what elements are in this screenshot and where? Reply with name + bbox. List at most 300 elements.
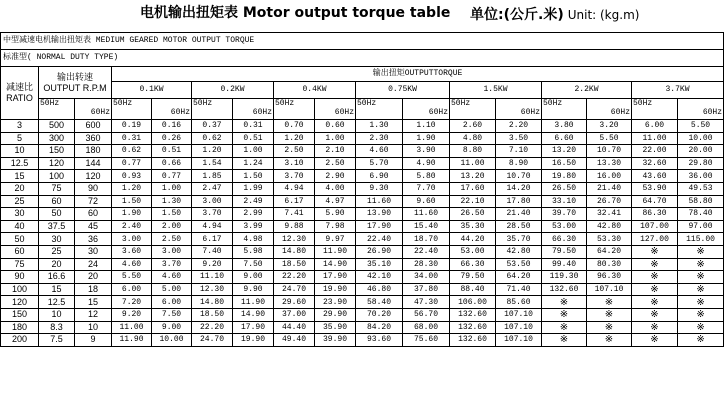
hz60-text: 60Hz [334,108,354,117]
torque-cell: 1.24 [233,157,274,170]
torque-cell: ※ [678,245,724,258]
torque-cell: 13.30 [587,157,632,170]
torque-cell: 5.80 [403,170,450,183]
table-row [1,195,724,208]
motor-type-row: 中型减速电机输出扭矩表 MEDIUM GEARED MOTOR OUTPUT TORQUE [1,33,724,50]
torque-cell: 11.90 [112,334,152,347]
torque-cell: 29.90 [315,308,356,321]
speed-cell: 25 [39,245,75,258]
torque-cell: 28.30 [403,258,450,271]
power-header: 1.5KW [450,82,542,99]
torque-cell: 17.90 [315,271,356,284]
torque-cell: 15.40 [403,220,450,233]
torque-cell: 49.53 [678,182,724,195]
table-row [1,283,724,296]
torque-cell: 2.50 [274,145,315,158]
torque-cell: 6.17 [192,233,233,246]
speed-cell: 300 [39,132,75,145]
speed-cell: 16.6 [39,271,75,284]
table-row [1,120,724,133]
torque-cell: 0.62 [112,145,152,158]
torque-cell: 3.70 [274,170,315,183]
torque-cell: 119.30 [542,271,587,284]
torque-cell: 7.50 [233,258,274,271]
torque-cell: 19.90 [233,334,274,347]
hz60-label [75,99,112,120]
speed-cell: 15 [75,296,112,309]
speed-cell: 10 [75,321,112,334]
torque-cell: ※ [632,271,678,284]
torque-cell: 6.00 [152,296,192,309]
torque-cell: ※ [632,334,678,347]
torque-cell: 2.20 [496,120,542,133]
torque-cell: 26.90 [356,245,403,258]
torque-cell: 0.31 [112,132,152,145]
torque-cell: 132.60 [450,321,496,334]
hz60-text: 60Hz [252,108,272,117]
torque-cell: 35.70 [496,233,542,246]
torque-cell: 17.90 [356,220,403,233]
torque-cell: 11.60 [356,195,403,208]
torque-cell: 3.00 [112,233,152,246]
torque-cell: 3.10 [274,157,315,170]
torque-cell: 8.80 [450,145,496,158]
torque-cell: 64.70 [632,195,678,208]
torque-cell: 22.20 [274,271,315,284]
torque-cell: 10.70 [496,170,542,183]
torque-cell: 4.60 [356,145,403,158]
speed-cell: 120 [75,170,112,183]
torque-cell: ※ [587,308,632,321]
speed-cell: 12 [75,308,112,321]
torque-cell: ※ [678,334,724,347]
torque-cell: 33.10 [542,195,587,208]
hz50-label [39,99,75,120]
torque-cell: 9.20 [192,258,233,271]
torque-cell: 2.90 [315,170,356,183]
speed-cell: 120 [39,157,75,170]
hz50-text: 50Hz [357,99,377,108]
torque-cell: 97.00 [678,220,724,233]
torque-cell: 85.60 [496,296,542,309]
torque-cell: 18.50 [192,308,233,321]
torque-cell: 1.00 [315,132,356,145]
torque-cell: 26.70 [587,195,632,208]
torque-cell: 1.50 [152,208,192,221]
ratio-cell: 3 [1,120,39,133]
torque-cell: 4.94 [192,220,233,233]
speed-cell: 12.5 [39,296,75,309]
torque-cell: 0.51 [152,145,192,158]
torque-cell: 12.30 [192,283,233,296]
hz50-label [274,99,315,120]
torque-cell: 70.20 [356,308,403,321]
speed-cell: 45 [75,220,112,233]
speed-cell: 20 [39,258,75,271]
hz50-text: 50Hz [275,99,295,108]
torque-cell: 10.70 [587,145,632,158]
torque-cell: 11.00 [632,132,678,145]
torque-cell: 9.30 [356,182,403,195]
torque-cell: 53.50 [496,258,542,271]
ratio-cell: 25 [1,195,39,208]
torque-cell: 21.40 [587,182,632,195]
torque-cell: 2.99 [233,208,274,221]
torque-cell: 9.00 [152,321,192,334]
ratio-cell: 5 [1,132,39,145]
speed-cell: 30 [39,233,75,246]
torque-cell: 64.20 [587,245,632,258]
power-header: 0.75KW [356,82,450,99]
ratio-header: 减速比 RATIO [1,67,39,120]
hz60-text: 60Hz [428,108,448,117]
torque-cell: 0.16 [152,120,192,133]
speed-cell: 24 [75,258,112,271]
power-header: 2.2KW [542,82,632,99]
torque-cell: 1.90 [112,208,152,221]
hz50-label [542,99,587,120]
torque-cell: 3.60 [112,245,152,258]
hz50-text: 50Hz [193,99,213,108]
speed-cell: 37.5 [39,220,75,233]
torque-cell: ※ [632,258,678,271]
table-row [1,182,724,195]
torque-cell: ※ [678,308,724,321]
torque-cell: 2.30 [356,132,403,145]
torque-cell: 16.00 [587,170,632,183]
hz50-label [450,99,496,120]
speed-cell: 18 [75,283,112,296]
table-row [1,233,724,246]
torque-cell: ※ [632,296,678,309]
hz60-text: 60Hz [170,108,190,117]
table-row [1,258,724,271]
hz60-label [152,99,192,120]
torque-cell: 1.30 [356,120,403,133]
torque-cell: 24.70 [192,334,233,347]
torque-cell: 7.20 [112,296,152,309]
speed-cell: 9 [75,334,112,347]
speed-cell: 500 [39,120,75,133]
torque-cell: 132.60 [450,308,496,321]
torque-cell: 4.98 [233,233,274,246]
table-row [1,220,724,233]
torque-cell: 4.80 [450,132,496,145]
torque-cell: 4.60 [112,258,152,271]
ratio-cell: 10 [1,145,39,158]
torque-cell: 22.40 [356,233,403,246]
page-title: 电机输出扭矩表 Motor output torque table [140,5,451,21]
hz50-label [632,99,678,120]
torque-cell: 8.90 [496,157,542,170]
torque-cell: 35.10 [356,258,403,271]
torque-cell: 42.10 [356,271,403,284]
torque-cell: 0.62 [192,132,233,145]
torque-cell: 35.90 [315,321,356,334]
hz60-label [315,99,356,120]
torque-table [0,32,724,347]
torque-cell: 24.70 [274,283,315,296]
torque-cell: 9.00 [233,271,274,284]
torque-cell: 56.70 [403,308,450,321]
torque-cell: 13.20 [542,145,587,158]
ratio-cell: 30 [1,208,39,221]
torque-cell: 5.90 [315,208,356,221]
hz60-label [587,99,632,120]
torque-cell: 53.00 [542,220,587,233]
torque-cell: 0.66 [152,157,192,170]
torque-cell: 18.70 [403,233,450,246]
torque-cell: 7.70 [403,182,450,195]
power-header: 3.7KW [632,82,724,99]
torque-cell: 0.37 [192,120,233,133]
torque-cell: 47.30 [403,296,450,309]
torque-cell: 58.80 [678,195,724,208]
torque-cell: ※ [542,308,587,321]
torque-cell: 0.60 [315,120,356,133]
table-row [1,245,724,258]
power-header: 0.2KW [192,82,274,99]
torque-cell: 7.98 [315,220,356,233]
torque-cell: 6.00 [112,283,152,296]
torque-cell: 3.20 [587,120,632,133]
torque-cell: 49.40 [274,334,315,347]
torque-cell: 3.70 [192,208,233,221]
torque-cell: 6.00 [632,120,678,133]
torque-cell: 42.80 [496,245,542,258]
torque-cell: 10.00 [678,132,724,145]
torque-cell: 5.50 [112,271,152,284]
ratio-cell: 90 [1,271,39,284]
torque-cell: 107.10 [496,308,542,321]
speed-cell: 600 [75,120,112,133]
speed-cell: 15 [39,283,75,296]
torque-cell: 2.00 [152,220,192,233]
torque-cell: ※ [632,245,678,258]
torque-cell: 11.00 [112,321,152,334]
torque-cell: 9.20 [112,308,152,321]
torque-cell: 37.00 [274,308,315,321]
duty-type-row: 标准型( NORMAL DUTY TYPE) [1,50,724,67]
torque-cell: 4.90 [403,157,450,170]
torque-cell: 68.00 [403,321,450,334]
torque-cell: 26.50 [450,208,496,221]
torque-cell: 29.80 [678,157,724,170]
torque-cell: 3.90 [403,145,450,158]
torque-cell: 21.40 [496,208,542,221]
torque-cell: 2.40 [112,220,152,233]
torque-cell: 93.60 [356,334,403,347]
speed-cell: 100 [39,170,75,183]
torque-cell: 44.40 [274,321,315,334]
speed-cell: 75 [39,182,75,195]
unit-en: Unit: (kg.m) [567,8,640,22]
torque-cell: 11.90 [233,296,274,309]
torque-cell: 17.80 [496,195,542,208]
torque-cell: 1.90 [403,132,450,145]
torque-cell: 35.30 [450,220,496,233]
torque-cell: 88.40 [450,283,496,296]
torque-cell: 7.50 [152,308,192,321]
torque-cell: 19.90 [315,283,356,296]
torque-cell: ※ [542,321,587,334]
torque-cell: 3.00 [192,195,233,208]
torque-cell: 10.00 [152,334,192,347]
speed-cell: 36 [75,233,112,246]
torque-cell: ※ [632,321,678,334]
torque-cell: 14.80 [192,296,233,309]
speed-cell: 8.3 [39,321,75,334]
torque-cell: 107.10 [496,334,542,347]
torque-cell: 6.17 [274,195,315,208]
table-row [1,271,724,284]
torque-cell: 5.98 [233,245,274,258]
table-row [1,321,724,334]
torque-cell: 17.90 [233,321,274,334]
torque-cell: 5.70 [356,157,403,170]
ratio-cell: 60 [1,245,39,258]
speed-cell: 7.5 [39,334,75,347]
torque-cell: 39.70 [542,208,587,221]
torque-cell: ※ [587,334,632,347]
torque-cell: 14.90 [233,308,274,321]
hz60-text: 60Hz [702,108,723,117]
torque-cell: 1.99 [233,182,274,195]
torque-cell: 2.47 [192,182,233,195]
torque-cell: 23.90 [315,296,356,309]
torque-cell: 1.10 [403,120,450,133]
torque-header: 输出扭矩OUTPUTTORQUE [112,67,724,82]
torque-cell: 11.60 [403,208,450,221]
ratio-cell: 180 [1,321,39,334]
torque-cell: 64.20 [496,271,542,284]
torque-cell: 0.77 [112,157,152,170]
torque-cell: 42.80 [587,220,632,233]
torque-cell: 2.50 [152,233,192,246]
torque-cell: 12.30 [274,233,315,246]
torque-cell: 106.00 [450,296,496,309]
torque-cell: 3.00 [152,245,192,258]
torque-cell: 1.85 [192,170,233,183]
torque-cell: 115.00 [678,233,724,246]
table-row [1,308,724,321]
torque-cell: 1.20 [274,132,315,145]
torque-cell: 7.40 [192,245,233,258]
ratio-cell: 75 [1,258,39,271]
torque-cell: 3.99 [233,220,274,233]
unit-label [470,4,639,24]
torque-cell: 0.77 [152,170,192,183]
torque-cell: 132.60 [450,334,496,347]
torque-cell: 14.80 [274,245,315,258]
hz60-label [403,99,450,120]
torque-cell: 39.90 [315,334,356,347]
torque-cell: 22.40 [403,245,450,258]
speed-cell: 144 [75,157,112,170]
speed-cell: 10 [39,308,75,321]
torque-cell: 11.00 [450,157,496,170]
torque-cell: 107.10 [587,283,632,296]
torque-cell: 2.10 [315,145,356,158]
speed-cell: 90 [75,182,112,195]
torque-cell: 9.88 [274,220,315,233]
torque-cell: 1.20 [192,145,233,158]
torque-cell: 2.50 [315,157,356,170]
torque-cell: 9.90 [233,283,274,296]
torque-cell: 0.70 [274,120,315,133]
table-row [1,208,724,221]
ratio-cell: 120 [1,296,39,309]
torque-cell: 6.90 [356,170,403,183]
torque-cell: 86.30 [632,208,678,221]
torque-cell: 16.50 [542,157,587,170]
torque-cell: 9.60 [403,195,450,208]
torque-cell: 2.49 [233,195,274,208]
torque-cell: 80.30 [587,258,632,271]
torque-cell: 5.50 [587,132,632,145]
torque-cell: ※ [678,271,724,284]
torque-cell: 11.10 [192,271,233,284]
ratio-cell: 12.5 [1,157,39,170]
speed-cell: 60 [75,208,112,221]
torque-cell: 0.31 [233,120,274,133]
torque-cell: 17.60 [450,182,496,195]
torque-cell: 34.00 [403,271,450,284]
torque-cell: 96.30 [587,271,632,284]
hz50-text: 50Hz [451,99,471,108]
torque-cell: 5.50 [678,120,724,133]
torque-cell: 58.40 [356,296,403,309]
speed-cell: 72 [75,195,112,208]
torque-cell: 84.20 [356,321,403,334]
power-header: 0.1KW [112,82,192,99]
torque-cell: 6.60 [542,132,587,145]
speed-cell: 150 [39,145,75,158]
hz50-text: 50Hz [113,99,133,108]
torque-cell: 22.00 [632,145,678,158]
ratio-cell: 40 [1,220,39,233]
torque-cell: 75.60 [403,334,450,347]
torque-cell: 78.40 [678,208,724,221]
torque-cell: 22.20 [192,321,233,334]
torque-cell: 66.30 [542,233,587,246]
hz60-text: 60Hz [610,108,630,117]
hz50-label [192,99,233,120]
ratio-cell: 50 [1,233,39,246]
table-row [1,334,724,347]
table-row [1,157,724,170]
torque-cell: ※ [542,334,587,347]
torque-cell: ※ [542,296,587,309]
torque-cell: 0.26 [152,132,192,145]
speed-cell: 50 [39,208,75,221]
torque-cell: 1.50 [233,170,274,183]
torque-cell: 4.00 [315,182,356,195]
speed-cell: 20 [75,271,112,284]
torque-cell: 32.60 [632,157,678,170]
hz50-label [112,99,152,120]
torque-cell: 1.54 [192,157,233,170]
torque-cell: 20.00 [678,145,724,158]
torque-cell: 0.93 [112,170,152,183]
ratio-cell: 20 [1,182,39,195]
torque-cell: 66.30 [450,258,496,271]
torque-cell: 4.94 [274,182,315,195]
table-row [1,170,724,183]
torque-cell: 13.90 [356,208,403,221]
torque-cell: ※ [678,258,724,271]
torque-cell: 107.10 [496,321,542,334]
